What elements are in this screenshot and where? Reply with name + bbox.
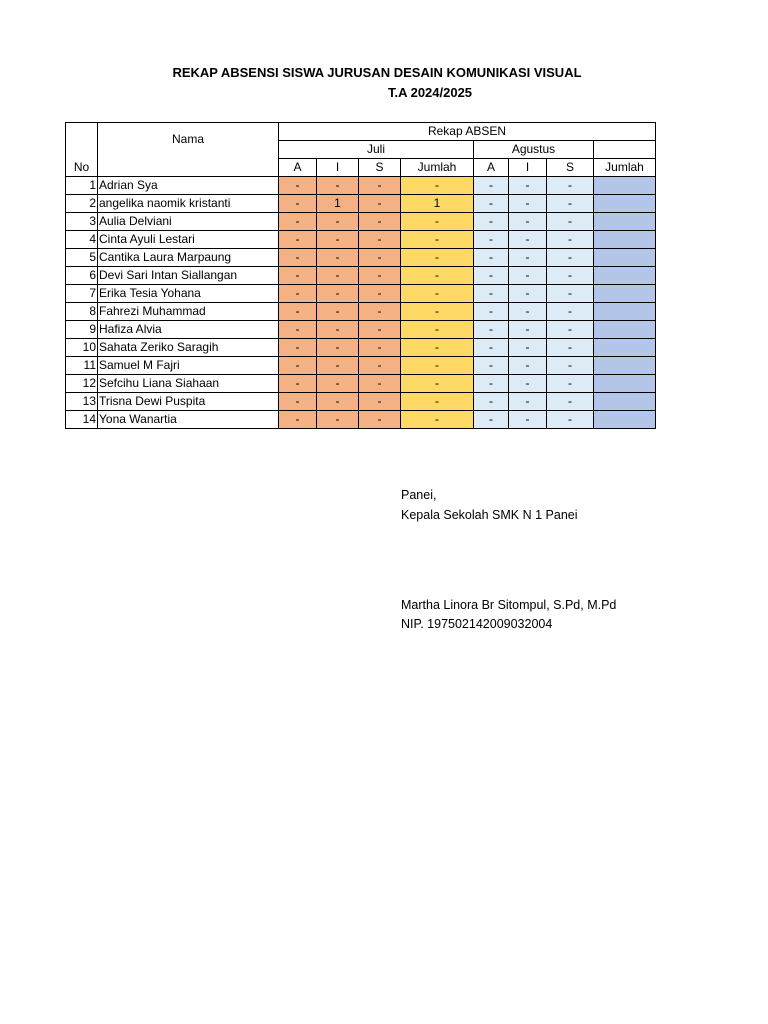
cell-juli-s: - xyxy=(359,249,401,267)
cell-no: 3 xyxy=(66,213,98,231)
cell-juli-a: - xyxy=(279,213,317,231)
cell-agustus-s: - xyxy=(547,231,594,249)
cell-no: 9 xyxy=(66,321,98,339)
cell-no: 8 xyxy=(66,303,98,321)
cell-no: 14 xyxy=(66,411,98,429)
cell-agustus-s: - xyxy=(547,393,594,411)
table-row xyxy=(66,411,656,429)
document-subtitle: T.A 2024/2025 xyxy=(387,85,473,100)
document-title: REKAP ABSENSI SISWA JURUSAN DESAIN KOMUNIKASI VISUAL xyxy=(172,65,582,80)
cell-juli-a: - xyxy=(279,249,317,267)
cell-juli-i: - xyxy=(317,249,359,267)
cell-agustus-i: - xyxy=(509,411,547,429)
cell-juli-a: - xyxy=(279,231,317,249)
cell-juli-i: - xyxy=(317,339,359,357)
cell-agustus-a: - xyxy=(474,195,509,213)
cell-juli-i: - xyxy=(317,267,359,285)
header-agustus-jumlah: Jumlah xyxy=(594,159,656,177)
cell-agustus-s: - xyxy=(547,285,594,303)
cell-agustus-a: - xyxy=(474,339,509,357)
header-nama-label: Nama xyxy=(171,132,204,146)
cell-agustus-a: - xyxy=(474,321,509,339)
header-juli-i: I xyxy=(317,159,359,177)
cell-agustus-jumlah xyxy=(594,321,656,339)
header-agustus-a: A xyxy=(474,159,509,177)
cell-agustus-i: - xyxy=(509,303,547,321)
cell-juli-a: - xyxy=(279,303,317,321)
cell-agustus-s: - xyxy=(547,321,594,339)
signature-place: Panei, xyxy=(401,488,437,502)
cell-agustus-jumlah xyxy=(594,357,656,375)
cell-juli-a: - xyxy=(279,177,317,195)
cell-agustus-a: - xyxy=(474,303,509,321)
cell-juli-jumlah: - xyxy=(401,411,474,429)
cell-no: 10 xyxy=(66,339,98,357)
cell-agustus-a: - xyxy=(474,411,509,429)
cell-agustus-s: - xyxy=(547,249,594,267)
cell-juli-i: - xyxy=(317,393,359,411)
cell-agustus-s: - xyxy=(547,411,594,429)
cell-agustus-i: - xyxy=(509,195,547,213)
header-rekap-absen: Rekap ABSEN xyxy=(279,123,656,141)
header-juli-a: A xyxy=(279,159,317,177)
cell-nama: Cinta Ayuli Lestari xyxy=(98,231,279,249)
cell-juli-a: - xyxy=(279,393,317,411)
cell-juli-i: - xyxy=(317,321,359,339)
cell-nama: Fahrezi Muhammad xyxy=(98,303,279,321)
cell-nama: Sefcihu Liana Siahaan xyxy=(98,375,279,393)
cell-juli-s: - xyxy=(359,339,401,357)
cell-nama: Cantika Laura Marpaung xyxy=(98,249,279,267)
header-agustus-s: S xyxy=(547,159,594,177)
cell-juli-i: - xyxy=(317,303,359,321)
header-row-1 xyxy=(66,123,656,141)
cell-juli-jumlah: - xyxy=(401,375,474,393)
cell-juli-i: - xyxy=(317,285,359,303)
cell-nama: Erika Tesia Yohana xyxy=(98,285,279,303)
cell-agustus-a: - xyxy=(474,375,509,393)
table-row xyxy=(66,321,656,339)
header-month-agustus: Agustus xyxy=(474,141,594,159)
cell-juli-i: 1 xyxy=(317,195,359,213)
cell-agustus-jumlah xyxy=(594,177,656,195)
table-row xyxy=(66,357,656,375)
cell-juli-a: - xyxy=(279,411,317,429)
cell-juli-jumlah: - xyxy=(401,285,474,303)
cell-juli-jumlah: - xyxy=(401,321,474,339)
cell-no: 7 xyxy=(66,285,98,303)
cell-juli-a: - xyxy=(279,195,317,213)
header-nama xyxy=(98,123,279,177)
header-juli-s: S xyxy=(359,159,401,177)
cell-no: 6 xyxy=(66,267,98,285)
cell-no: 2 xyxy=(66,195,98,213)
table-row xyxy=(66,177,656,195)
cell-juli-i: - xyxy=(317,375,359,393)
cell-juli-jumlah: - xyxy=(401,249,474,267)
cell-agustus-a: - xyxy=(474,357,509,375)
cell-juli-jumlah: - xyxy=(401,303,474,321)
cell-juli-s: - xyxy=(359,393,401,411)
attendance-table xyxy=(65,122,656,429)
cell-juli-jumlah: - xyxy=(401,177,474,195)
cell-agustus-s: - xyxy=(547,267,594,285)
cell-agustus-i: - xyxy=(509,321,547,339)
header-no: No xyxy=(66,123,98,177)
cell-agustus-i: - xyxy=(509,339,547,357)
cell-juli-a: - xyxy=(279,285,317,303)
cell-agustus-i: - xyxy=(509,267,547,285)
cell-nama: angelika naomik kristanti xyxy=(98,195,279,213)
cell-no: 5 xyxy=(66,249,98,267)
cell-nama: Samuel M Fajri xyxy=(98,357,279,375)
cell-agustus-jumlah xyxy=(594,231,656,249)
table-row xyxy=(66,249,656,267)
table-row xyxy=(66,375,656,393)
cell-nama: Yona Wanartia xyxy=(98,411,279,429)
cell-agustus-a: - xyxy=(474,213,509,231)
cell-juli-s: - xyxy=(359,267,401,285)
header-juli-jumlah: Jumlah xyxy=(401,159,474,177)
table-row xyxy=(66,213,656,231)
cell-juli-i: - xyxy=(317,213,359,231)
cell-agustus-a: - xyxy=(474,285,509,303)
cell-agustus-s: - xyxy=(547,195,594,213)
cell-juli-s: - xyxy=(359,321,401,339)
cell-juli-a: - xyxy=(279,339,317,357)
cell-agustus-i: - xyxy=(509,393,547,411)
cell-juli-s: - xyxy=(359,213,401,231)
cell-agustus-i: - xyxy=(509,249,547,267)
table-row xyxy=(66,303,656,321)
cell-agustus-s: - xyxy=(547,303,594,321)
signature-name: Martha Linora Br Sitompul, S.Pd, M.Pd xyxy=(401,598,617,612)
cell-agustus-s: - xyxy=(547,177,594,195)
cell-nama: Devi Sari Intan Siallangan xyxy=(98,267,279,285)
cell-juli-s: - xyxy=(359,195,401,213)
header-empty xyxy=(594,141,656,159)
cell-agustus-jumlah xyxy=(594,411,656,429)
header-agustus-i: I xyxy=(509,159,547,177)
cell-no: 12 xyxy=(66,375,98,393)
cell-juli-jumlah: - xyxy=(401,213,474,231)
header-month-juli: Juli xyxy=(279,141,474,159)
cell-agustus-i: - xyxy=(509,213,547,231)
cell-agustus-i: - xyxy=(509,375,547,393)
cell-agustus-jumlah xyxy=(594,393,656,411)
cell-agustus-jumlah xyxy=(594,267,656,285)
cell-juli-a: - xyxy=(279,375,317,393)
cell-juli-jumlah: - xyxy=(401,339,474,357)
cell-nama: Sahata Zeriko Saragih xyxy=(98,339,279,357)
cell-juli-s: - xyxy=(359,375,401,393)
cell-agustus-jumlah xyxy=(594,195,656,213)
cell-agustus-jumlah xyxy=(594,285,656,303)
cell-juli-i: - xyxy=(317,411,359,429)
cell-agustus-a: - xyxy=(474,267,509,285)
cell-agustus-a: - xyxy=(474,393,509,411)
table-row xyxy=(66,195,656,213)
cell-nama: Trisna Dewi Puspita xyxy=(98,393,279,411)
table-row xyxy=(66,231,656,249)
cell-agustus-a: - xyxy=(474,177,509,195)
cell-juli-a: - xyxy=(279,267,317,285)
cell-agustus-jumlah xyxy=(594,213,656,231)
cell-juli-s: - xyxy=(359,303,401,321)
cell-juli-i: - xyxy=(317,357,359,375)
cell-juli-jumlah: - xyxy=(401,393,474,411)
cell-juli-jumlah: - xyxy=(401,231,474,249)
cell-agustus-i: - xyxy=(509,177,547,195)
cell-juli-a: - xyxy=(279,321,317,339)
cell-agustus-jumlah xyxy=(594,249,656,267)
cell-agustus-jumlah xyxy=(594,375,656,393)
cell-juli-jumlah: - xyxy=(401,357,474,375)
cell-no: 11 xyxy=(66,357,98,375)
signature-nip: NIP. 197502142009032004 xyxy=(401,617,553,631)
cell-agustus-i: - xyxy=(509,231,547,249)
cell-juli-s: - xyxy=(359,285,401,303)
cell-agustus-i: - xyxy=(509,285,547,303)
cell-juli-a: - xyxy=(279,357,317,375)
cell-agustus-s: - xyxy=(547,213,594,231)
cell-juli-s: - xyxy=(359,177,401,195)
cell-agustus-s: - xyxy=(547,357,594,375)
table-row xyxy=(66,285,656,303)
table-row xyxy=(66,267,656,285)
cell-juli-jumlah: 1 xyxy=(401,195,474,213)
cell-juli-s: - xyxy=(359,357,401,375)
cell-nama: Aulia Delviani xyxy=(98,213,279,231)
cell-juli-i: - xyxy=(317,177,359,195)
cell-nama: Adrian Sya xyxy=(98,177,279,195)
signature-position: Kepala Sekolah SMK N 1 Panei xyxy=(401,508,578,522)
cell-agustus-jumlah xyxy=(594,303,656,321)
cell-juli-jumlah: - xyxy=(401,267,474,285)
cell-agustus-i: - xyxy=(509,357,547,375)
table-row xyxy=(66,339,656,357)
cell-nama: Hafiza Alvia xyxy=(98,321,279,339)
cell-juli-s: - xyxy=(359,231,401,249)
cell-juli-i: - xyxy=(317,231,359,249)
cell-agustus-s: - xyxy=(547,375,594,393)
cell-agustus-a: - xyxy=(474,249,509,267)
cell-no: 13 xyxy=(66,393,98,411)
cell-juli-s: - xyxy=(359,411,401,429)
cell-agustus-a: - xyxy=(474,231,509,249)
cell-no: 4 xyxy=(66,231,98,249)
cell-agustus-s: - xyxy=(547,339,594,357)
table-row xyxy=(66,393,656,411)
cell-no: 1 xyxy=(66,177,98,195)
cell-agustus-jumlah xyxy=(594,339,656,357)
